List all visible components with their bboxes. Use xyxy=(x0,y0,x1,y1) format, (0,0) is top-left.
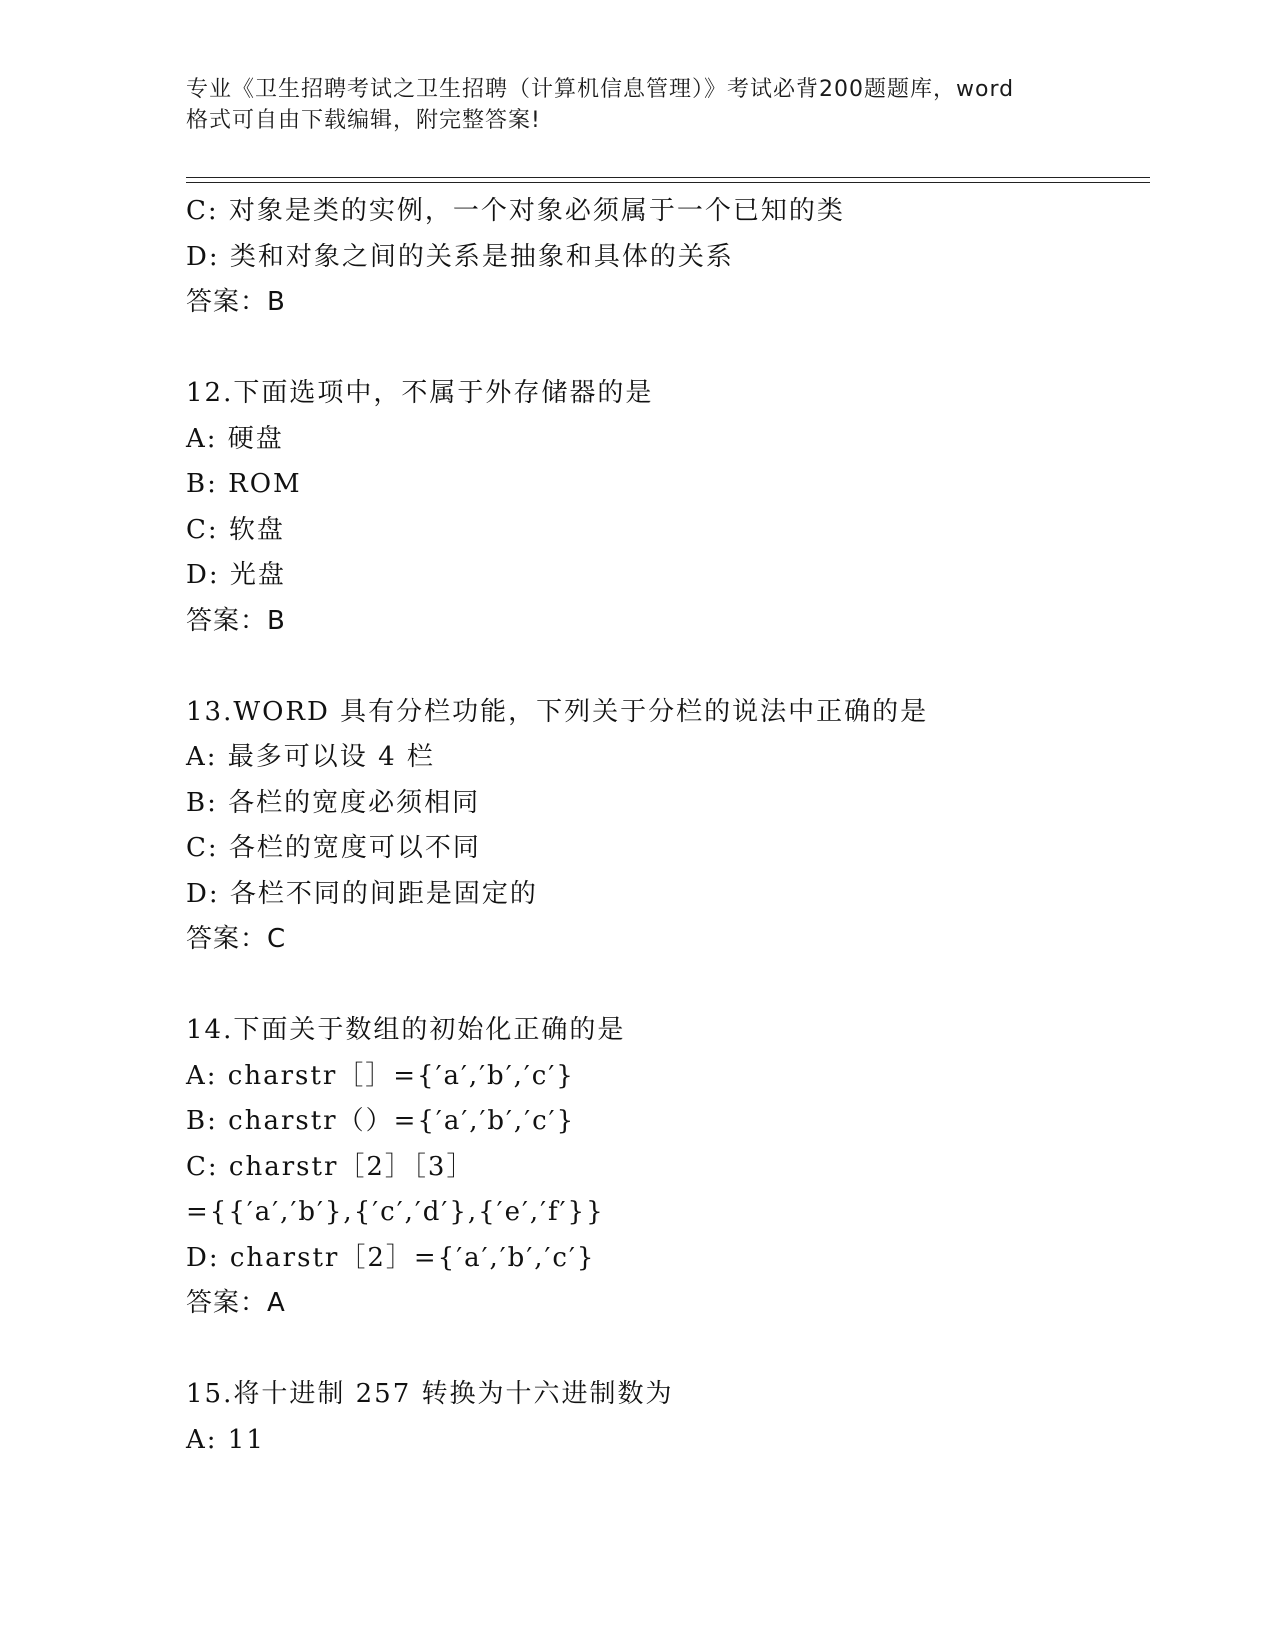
question-text: 12.下面选项中，不属于外存储器的是 xyxy=(186,378,654,408)
question-12 xyxy=(186,371,1146,644)
header-divider-bottom xyxy=(186,182,1150,183)
answer: 答案：B xyxy=(186,605,286,636)
question-15 xyxy=(186,1372,1146,1463)
question-text: 15.将十进制 257 转换为十六进制数为 xyxy=(186,1379,674,1409)
option-a: A: charstr［］={′a′,′b′,′c′} xyxy=(186,1060,575,1091)
option-d: D: charstr［2］={′a′,′b′,′c′} xyxy=(186,1242,596,1273)
header-divider-top xyxy=(186,177,1150,178)
question-13 xyxy=(186,690,1146,963)
option-b: B: charstr（）={′a′,′b′,′c′} xyxy=(186,1106,576,1136)
option-d: D: 类和对象之间的关系是抽象和具体的关系 xyxy=(186,241,734,272)
option-a: A: 11 xyxy=(186,1424,265,1455)
option-c: C: 各栏的宽度可以不同 xyxy=(186,833,481,863)
option-b: B: 各栏的宽度必须相同 xyxy=(186,787,481,818)
header-title-line1: 专业《卫生招聘考试之卫生招聘（计算机信息管理）》考试必背200题题库，word xyxy=(186,77,1015,102)
header-title-line2: 格式可自由下载编辑，附完整答案! xyxy=(186,108,541,133)
question-text: 13.WORD 具有分栏功能，下列关于分栏的说法中正确的是 xyxy=(186,696,929,727)
option-d: D: 光盘 xyxy=(186,560,286,590)
question-11-tail xyxy=(186,189,1146,326)
option-a: A: 硬盘 xyxy=(186,423,284,454)
option-c: C: 对象是类的实例，一个对象必须属于一个已知的类 xyxy=(186,196,845,226)
question-list xyxy=(186,189,1146,1463)
question-text: 14.下面关于数组的初始化正确的是 xyxy=(186,1015,626,1045)
document-header xyxy=(186,74,1086,136)
question-14 xyxy=(186,1008,1146,1327)
option-d: D: 各栏不同的间距是固定的 xyxy=(186,878,538,909)
option-c: C: charstr［2］［3］ xyxy=(186,1151,475,1182)
option-c: C: 软盘 xyxy=(186,514,285,545)
option-a: A: 最多可以设 4 栏 xyxy=(186,742,435,772)
answer: 答案：A xyxy=(186,1288,286,1318)
option-b: B: ROM xyxy=(186,469,302,499)
answer: 答案：C xyxy=(186,924,287,954)
option-c-continuation: ={{′a′,′b′},{′c′,′d′},{′e′,′f′}} xyxy=(186,1197,605,1227)
answer: 答案：B xyxy=(186,287,286,317)
